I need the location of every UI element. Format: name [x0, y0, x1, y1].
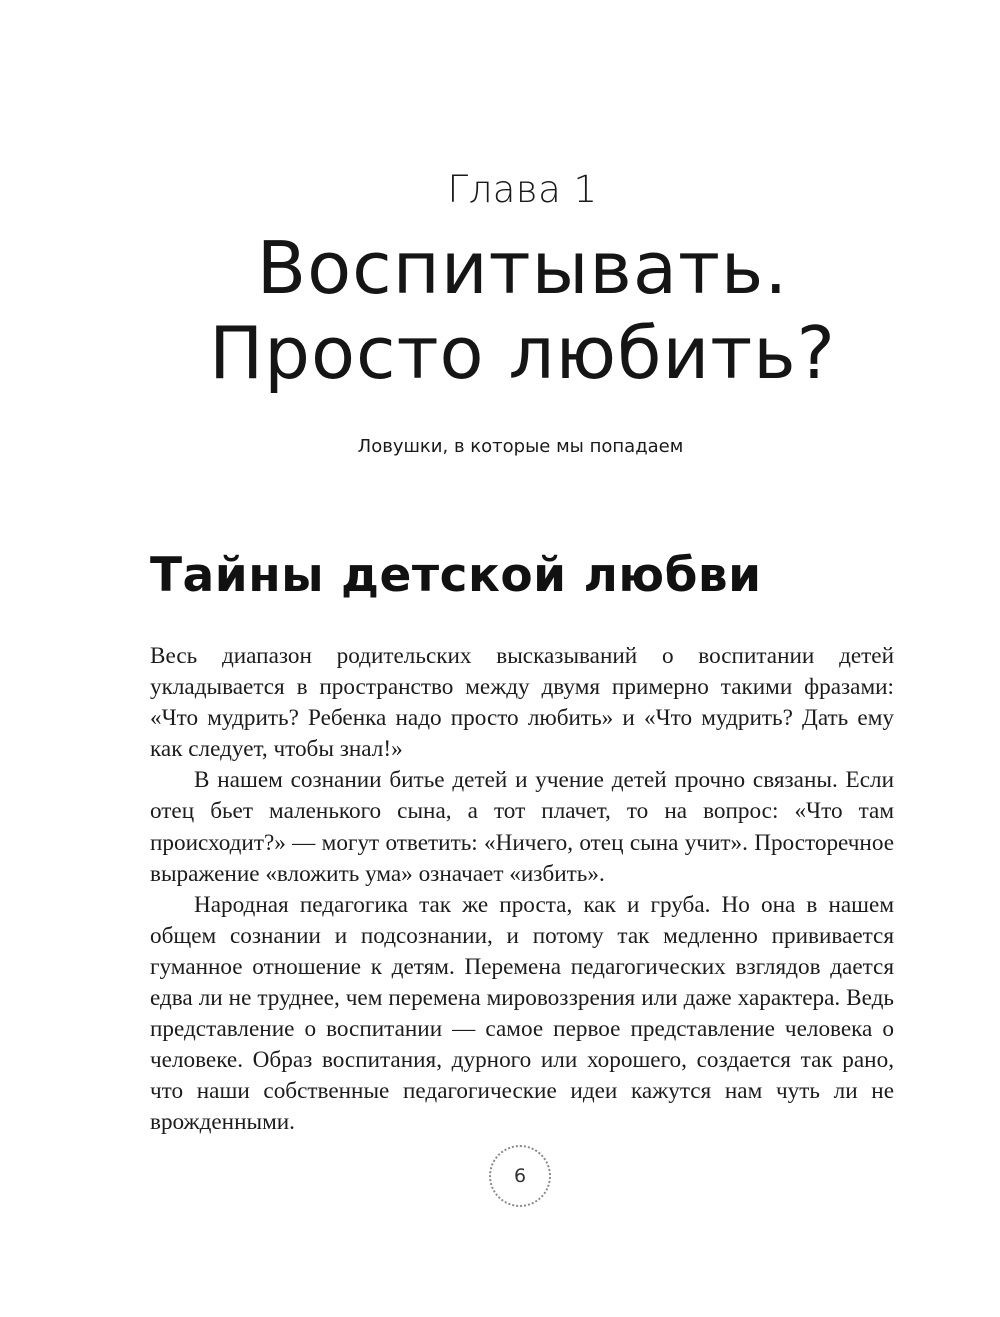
section-heading: Тайны детской любви [150, 548, 762, 603]
chapter-title-line-2: Просто любить? [209, 311, 836, 395]
chapter-title-line-1: Воспитывать. [256, 226, 789, 310]
paragraph-2: В нашем сознании битье детей и учение детей прочно связаны. Если отец бьет маленького сына, а тот плачет, то на вопрос: «Что там происходит?» — могут ответить: «Ничего, отец сына учит». Просторечное выражение «вложить ума» означает «избить». [150, 767, 894, 887]
paragraph-1: Весь диапазон родительских высказываний о воспитании детей укладывается в пространство между двумя примерно такими фразами: «Что мудрить? Ребенка надо просто любить» и «Что мудрить? Дать ему как следует, чтобы знал!» [150, 643, 894, 763]
chapter-subtitle: Ловушки, в которые мы попадаем [357, 436, 684, 457]
body-text [150, 641, 894, 1139]
paragraph-3: Народная педагогика так же проста, как и груба. Но она в нашем общем сознании и подсознании, и потому так медленно прививается гуманное отношение к детям. Перемена педагогических взглядов дается едва ли не труднее, чем перемена мировоззрения или даже характера. Ведь представление о воспитании — самое первое представление человека о человеке. Образ воспитания, дурного или хорошего, создается так рано, что наши собственные педагогические идеи кажутся нам чуть ли не врожденными. [150, 891, 894, 1136]
page-number-badge [489, 1145, 551, 1207]
page-number: 6 [513, 1165, 527, 1187]
chapter-title [0, 226, 1000, 396]
chapter-label: Глава 1 [447, 168, 598, 211]
